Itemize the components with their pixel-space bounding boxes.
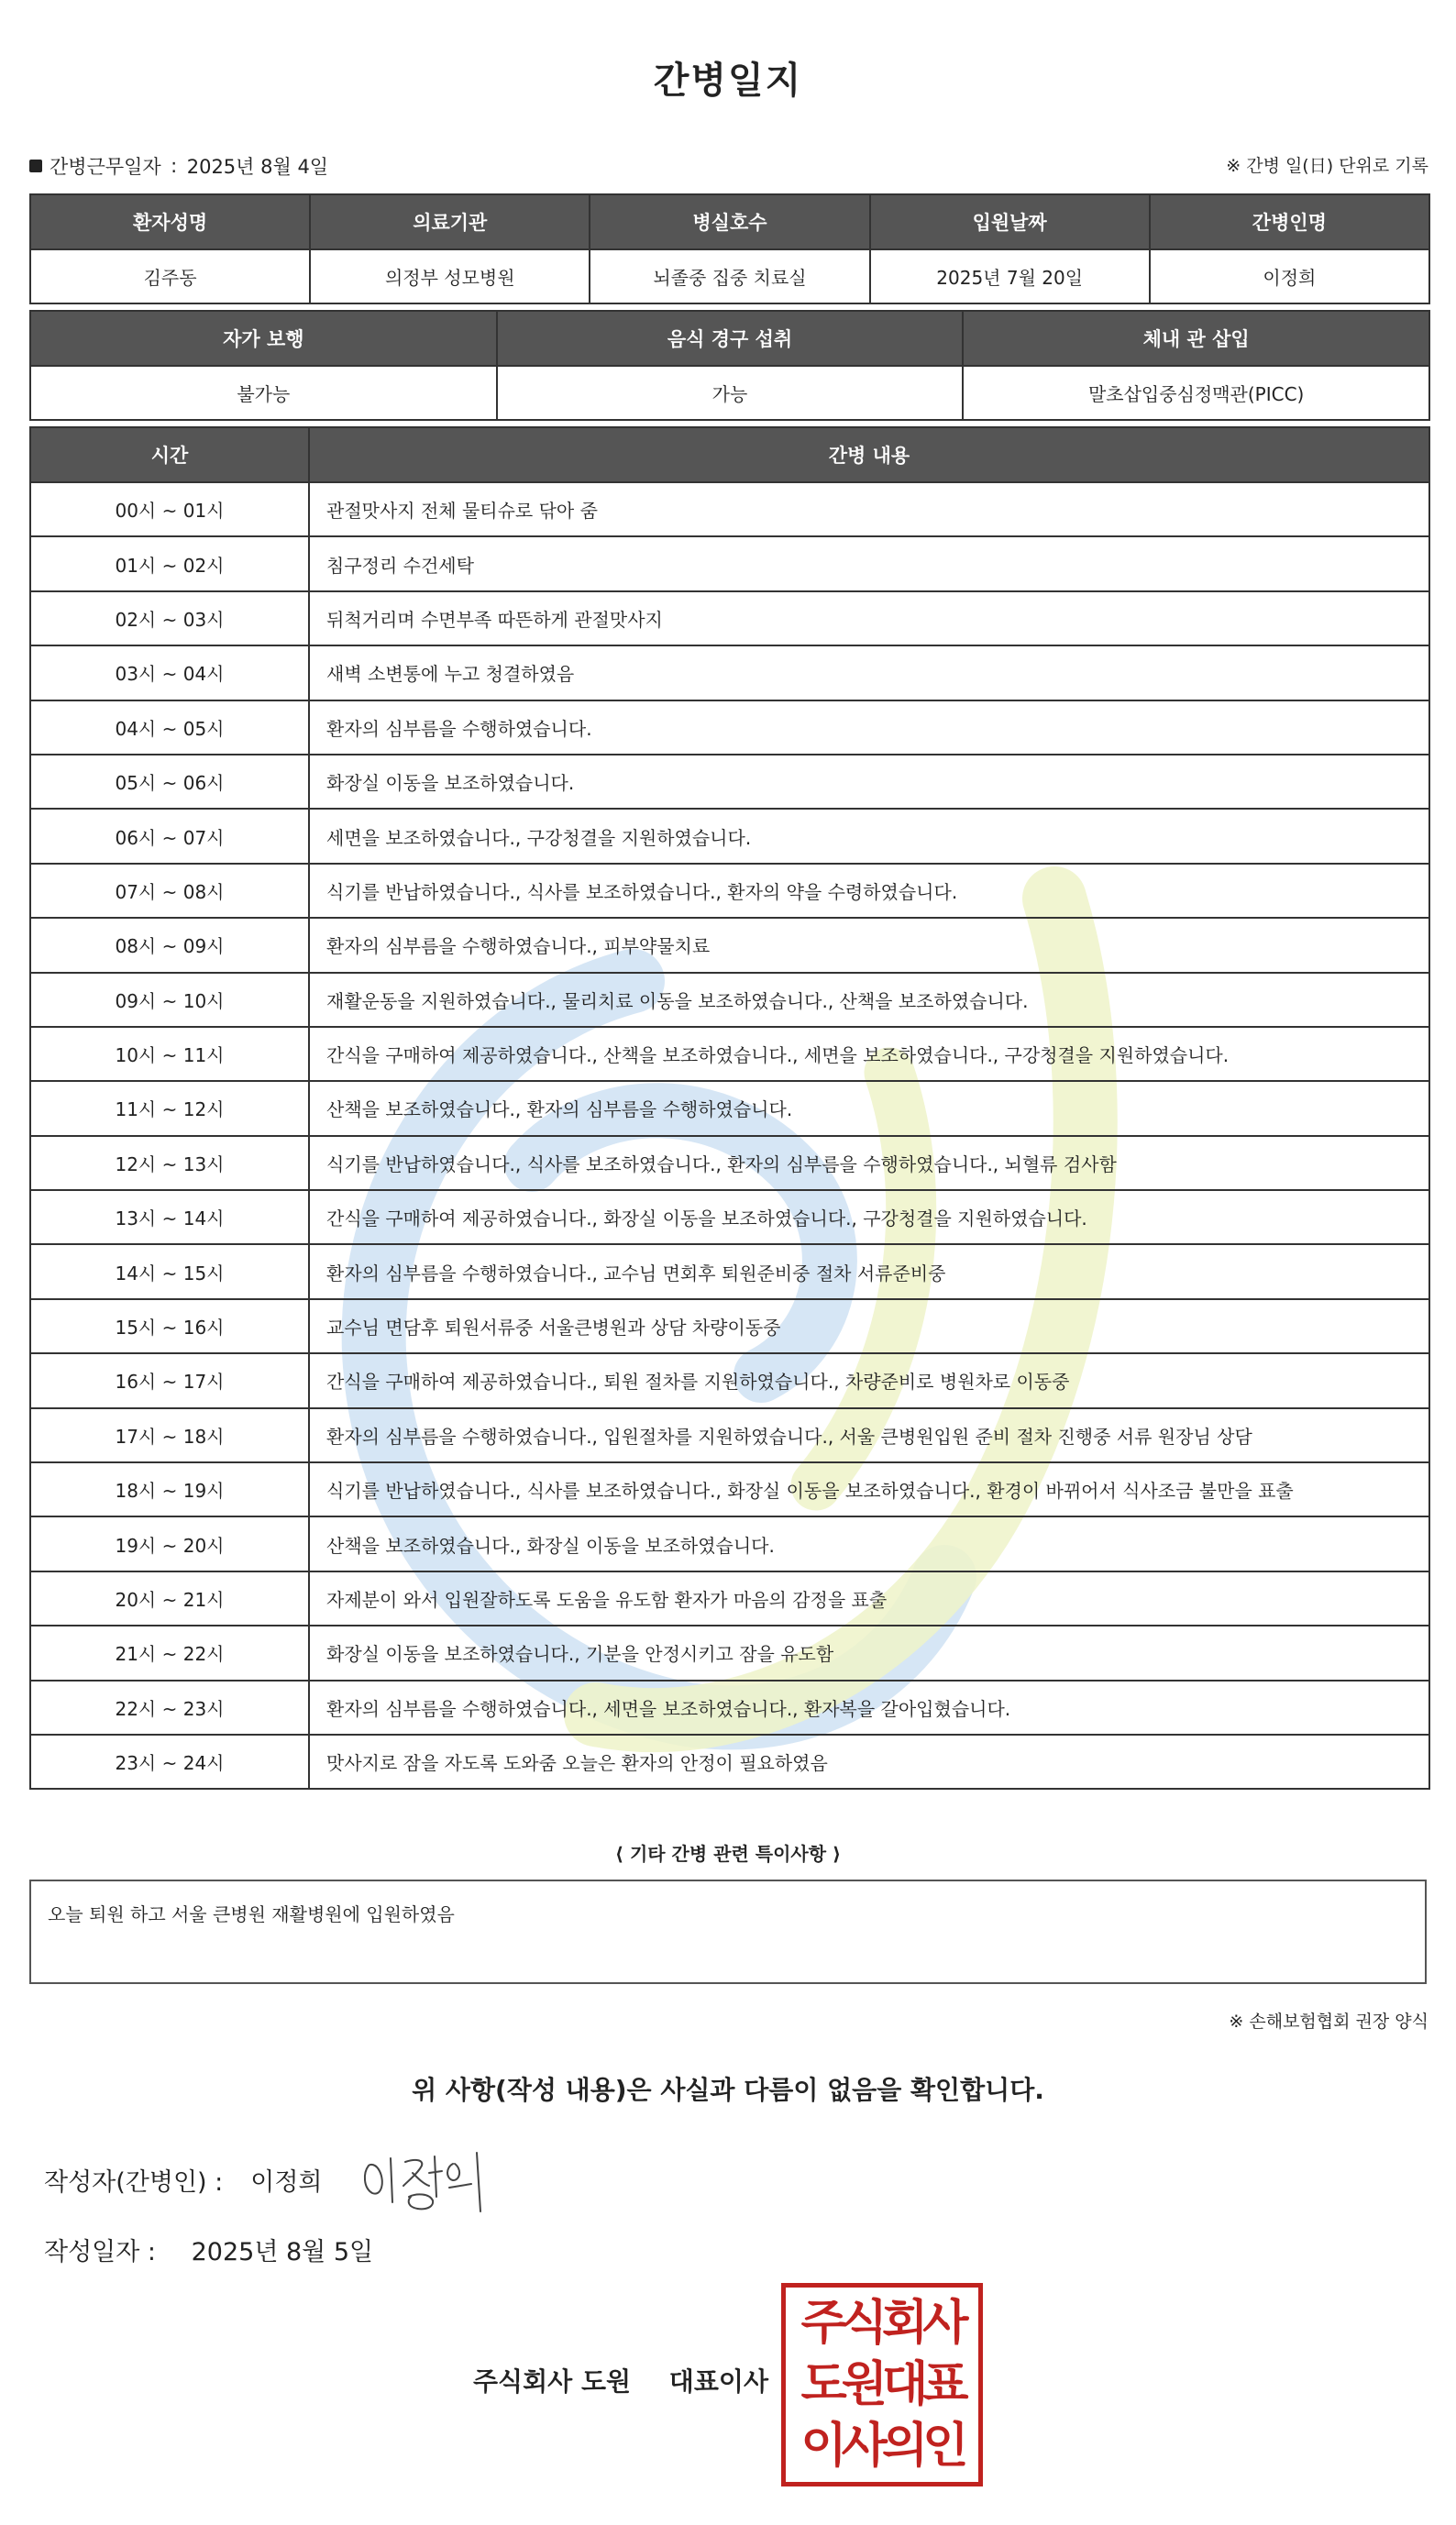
- header-oral-intake: 음식 경구 섭취: [497, 311, 964, 366]
- header-time: 시간: [30, 427, 309, 482]
- care-content: 간식을 구매하여 제공하였습니다., 화장실 이동을 보조하였습니다., 구강청결을 지원하였습니다.: [309, 1190, 1429, 1244]
- care-content: 환자의 심부름을 수행하였습니다., 교수님 면회후 퇴원준비중 절차 서류준비중: [309, 1244, 1429, 1298]
- care-log-row: [30, 1735, 1429, 1789]
- time-slot: 09시 ~ 10시: [30, 973, 309, 1027]
- company-representative-title: 대표이사: [668, 2366, 768, 2397]
- care-log-row: [30, 1081, 1429, 1135]
- care-content: 식기를 반납하였습니다., 식사를 보조하였습니다., 화장실 이동을 보조하였습니다., 환경이 바뀌어서 식사조금 불만을 표출: [309, 1462, 1429, 1516]
- work-date-label: 간병근무일자: [50, 156, 161, 178]
- handwritten-signature: [358, 2145, 495, 2219]
- care-log-row: [30, 482, 1429, 536]
- time-slot: 04시 ~ 05시: [30, 700, 309, 755]
- care-log-row: [30, 1462, 1429, 1516]
- care-content: 새벽 소변통에 누고 청결하였음: [309, 645, 1429, 700]
- header-care-content: 간병 내용: [309, 427, 1429, 482]
- care-content: 재활운동을 지원하였습니다., 물리치료 이동을 보조하였습니다., 산책을 보조하였습니다.: [309, 973, 1429, 1027]
- caregiver-name: 이정희: [1150, 249, 1429, 303]
- care-content: 간식을 구매하여 제공하였습니다., 산책을 보조하였습니다., 세면을 보조하였습니다., 구강청결을 지원하였습니다.: [309, 1027, 1429, 1081]
- care-log-table: [29, 426, 1430, 1790]
- care-log-row: [30, 1353, 1429, 1407]
- time-slot: 03시 ~ 04시: [30, 645, 309, 700]
- time-slot: 08시 ~ 09시: [30, 918, 309, 972]
- time-slot: 21시 ~ 22시: [30, 1626, 309, 1680]
- header-tube-insertion: 체내 관 삽입: [963, 311, 1429, 366]
- care-log-row: [30, 700, 1429, 755]
- notes-title: ⟨ 기타 간병 관련 특이사항 ⟩: [614, 1843, 842, 1865]
- seal-line: 이사의인: [800, 2418, 964, 2474]
- form-note: ※ 손해보험협회 권장 양식: [1229, 2012, 1428, 2032]
- time-slot: 02시 ~ 03시: [30, 591, 309, 645]
- care-content: 식기를 반납하였습니다., 식사를 보조하였습니다., 환자의 약을 수령하였습니다.: [309, 864, 1429, 918]
- care-log-row: [30, 536, 1429, 590]
- care-log-row: [30, 1299, 1429, 1353]
- time-slot: 12시 ~ 13시: [30, 1136, 309, 1190]
- care-log-row: [30, 755, 1429, 809]
- care-content: 환자의 심부름을 수행하였습니다.: [309, 700, 1429, 755]
- patient-status-value-row: [30, 366, 1429, 420]
- care-log-row: [30, 1571, 1429, 1626]
- work-date-separator: :: [171, 155, 178, 177]
- seal-line: 도원대표: [800, 2356, 964, 2412]
- patient-name: 김주동: [30, 249, 310, 303]
- confirmation-statement: 위 사항(작성 내용)은 사실과 다름이 없음을 확인합니다.: [412, 2075, 1044, 2105]
- care-content: 교수님 면담후 퇴원서류중 서울큰병원과 상담 차량이동중: [309, 1299, 1429, 1353]
- header-room: 병실호수: [590, 194, 869, 249]
- care-log-header-row: [30, 427, 1429, 482]
- care-log-row: [30, 973, 1429, 1027]
- oral-intake-value: 가능: [497, 366, 964, 420]
- time-slot: 00시 ~ 01시: [30, 482, 309, 536]
- care-log-row: [30, 1190, 1429, 1244]
- time-slot: 23시 ~ 24시: [30, 1735, 309, 1789]
- care-log-row: [30, 1516, 1429, 1571]
- care-content: 화장실 이동을 보조하였습니다., 기분을 안정시키고 잠을 유도함: [309, 1626, 1429, 1680]
- company-seal-stamp: [781, 2283, 983, 2486]
- time-slot: 16시 ~ 17시: [30, 1353, 309, 1407]
- care-log-row: [30, 1408, 1429, 1462]
- author-row: [44, 2162, 323, 2198]
- care-content: 환자의 심부름을 수행하였습니다., 입원절차를 지원하였습니다., 서울 큰병원입원 준비 절차 진행중 서류 원장님 상담: [309, 1408, 1429, 1462]
- care-content: 환자의 심부름을 수행하였습니다., 피부약물치료: [309, 918, 1429, 972]
- care-content: 산책을 보조하였습니다., 화장실 이동을 보조하였습니다.: [309, 1516, 1429, 1571]
- care-log-row: [30, 591, 1429, 645]
- author-name: 이정희: [250, 2168, 323, 2197]
- care-log-row: [30, 645, 1429, 700]
- written-date-label: 작성일자 :: [44, 2238, 157, 2266]
- hospital-name: 의정부 성모병원: [310, 249, 590, 303]
- time-slot: 14시 ~ 15시: [30, 1244, 309, 1298]
- notes-content: 오늘 퇴원 하고 서울 큰병원 재활병원에 입원하였음: [48, 1903, 455, 1925]
- care-log-row: [30, 918, 1429, 972]
- tube-insertion-value: 말초삽입중심정맥관(PICC): [963, 366, 1429, 420]
- care-log-row: [30, 1136, 1429, 1190]
- care-content: 환자의 심부름을 수행하였습니다., 세면을 보조하였습니다., 환자복을 갈아입혔습니다.: [309, 1681, 1429, 1735]
- header-caregiver-name: 간병인명: [1150, 194, 1429, 249]
- care-content: 관절맛사지 전체 물티슈로 닦아 줌: [309, 482, 1429, 536]
- care-content: 식기를 반납하였습니다., 식사를 보조하였습니다., 환자의 심부름을 수행하였습니다., 뇌혈류 검사함: [309, 1136, 1429, 1190]
- time-slot: 15시 ~ 16시: [30, 1299, 309, 1353]
- company-name: 주식회사 도원: [473, 2366, 632, 2397]
- work-date-row: [29, 147, 1428, 180]
- patient-info-table: [29, 193, 1430, 304]
- time-slot: 17시 ~ 18시: [30, 1408, 309, 1462]
- header-patient-name: 환자성명: [30, 194, 310, 249]
- time-slot: 22시 ~ 23시: [30, 1681, 309, 1735]
- header-self-walking: 자가 보행: [30, 311, 497, 366]
- care-content: 뒤척거리며 수면부족 따뜬하게 관절맛사지: [309, 591, 1429, 645]
- time-slot: 18시 ~ 19시: [30, 1462, 309, 1516]
- care-content: 산책을 보조하였습니다., 환자의 심부름을 수행하였습니다.: [309, 1081, 1429, 1135]
- care-log-row: [30, 1027, 1429, 1081]
- self-walking-value: 불가능: [30, 366, 497, 420]
- seal-line: 주식회사: [800, 2296, 964, 2352]
- care-log-row: [30, 809, 1429, 863]
- care-log-body: [30, 482, 1429, 1789]
- page-title: 간병일지: [653, 60, 803, 102]
- patient-info-header-row: [30, 194, 1429, 249]
- written-date-value: 2025년 8월 5일: [191, 2238, 374, 2266]
- header-admission-date: 입원날짜: [870, 194, 1150, 249]
- patient-info-value-row: [30, 249, 1429, 303]
- square-bullet-icon: [29, 160, 42, 172]
- care-log-row: [30, 1626, 1429, 1680]
- care-log-row: [30, 864, 1429, 918]
- care-content: 간식을 구매하여 제공하였습니다., 퇴원 절차를 지원하였습니다., 차량준비로 병원차로 이동중: [309, 1353, 1429, 1407]
- written-date-row: [44, 2232, 373, 2267]
- time-slot: 13시 ~ 14시: [30, 1190, 309, 1244]
- time-slot: 20시 ~ 21시: [30, 1571, 309, 1626]
- company-signature-line: [473, 2362, 768, 2398]
- care-log-row: [30, 1244, 1429, 1298]
- room-name: 뇌졸중 집중 치료실: [590, 249, 869, 303]
- time-slot: 01시 ~ 02시: [30, 536, 309, 590]
- care-log-row: [30, 1681, 1429, 1735]
- time-slot: 10시 ~ 11시: [30, 1027, 309, 1081]
- time-slot: 05시 ~ 06시: [30, 755, 309, 809]
- care-content: 세면을 보조하였습니다., 구강청결을 지원하였습니다.: [309, 809, 1429, 863]
- care-content: 맛사지로 잠을 자도록 도와줌 오늘은 환자의 안정이 필요하였음: [309, 1735, 1429, 1789]
- author-label: 작성자(간병인) :: [44, 2168, 224, 2197]
- time-slot: 07시 ~ 08시: [30, 864, 309, 918]
- time-slot: 06시 ~ 07시: [30, 809, 309, 863]
- time-slot: 11시 ~ 12시: [30, 1081, 309, 1135]
- header-hospital: 의료기관: [310, 194, 590, 249]
- patient-status-header-row: [30, 311, 1429, 366]
- admission-date: 2025년 7월 20일: [870, 249, 1150, 303]
- patient-status-table: [29, 310, 1430, 421]
- care-content: 자제분이 와서 입원잘하도록 도움을 유도함 환자가 마음의 감정을 표출: [309, 1571, 1429, 1626]
- unit-note: ※ 간병 일(日) 단위로 기록: [1226, 156, 1428, 176]
- work-date-value: 2025년 8월 4일: [186, 156, 329, 178]
- care-content: 화장실 이동을 보조하였습니다.: [309, 755, 1429, 809]
- notes-box: [29, 1880, 1427, 1984]
- care-content: 침구정리 수건세탁: [309, 536, 1429, 590]
- time-slot: 19시 ~ 20시: [30, 1516, 309, 1571]
